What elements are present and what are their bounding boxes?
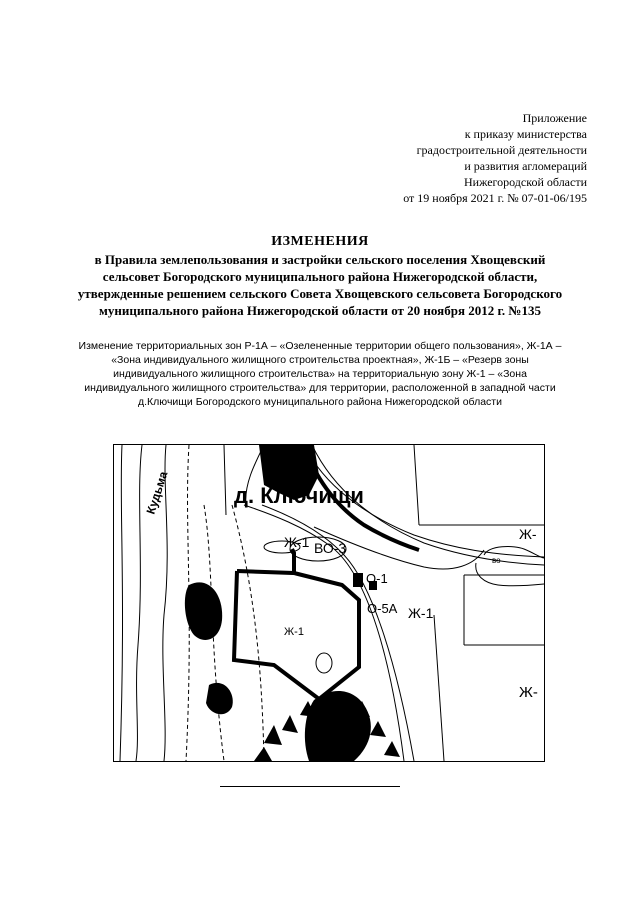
appendix-line: и развития агломераций — [464, 159, 587, 173]
zone-label-zh1-top: Ж-1 — [284, 534, 310, 550]
bottom-divider — [220, 786, 400, 787]
title-line: в Правила землепользования и застройки сельского поселения Хвощевский — [94, 252, 546, 267]
title-line: утвержденные решением сельского Совета Хвощевского сельсовета Богородского — [77, 286, 563, 301]
zone-label-zh-edge-bottom: Ж- — [519, 684, 538, 701]
zone-boundary — [234, 549, 359, 699]
description-line: индивидуального жилищного строительства» для территории, расположенной в западной части — [84, 382, 556, 394]
title-line: сельсовет Богородского муниципального района Нижегородской области, — [102, 269, 538, 284]
appendix-line: Нижегородской области — [463, 175, 587, 189]
zone-label-vo-small: во — [492, 556, 501, 565]
appendix-line: Приложение — [522, 111, 587, 125]
zone-label-zh1-right: Ж-1 — [408, 605, 434, 621]
zone-label-o1: О-1 — [366, 571, 388, 586]
street-label: Кудьма — [143, 469, 171, 516]
appendix-block — [403, 110, 587, 206]
change-description — [60, 339, 580, 409]
village-label: д. Ключищи — [234, 483, 364, 508]
document-title — [30, 233, 610, 319]
map-drawing — [114, 445, 544, 761]
description-line: индивидуального жилищного строительства» на территориальную зону Ж-1 – «Зона — [113, 368, 527, 380]
zone-label-vo3: ВО-3 — [314, 540, 347, 556]
zone-label-zh1-center: Ж-1 — [284, 626, 304, 638]
description-line: д.Ключищи Богородского муниципального района Нижегородской области — [138, 396, 502, 408]
description-line: «Зона индивидуального жилищного строительства проектная», Ж-1Б – «Резерв зоны — [111, 354, 529, 366]
appendix-line: от 19 ноября 2021 г. № 07-01-06/195 — [403, 191, 587, 205]
title-heading: ИЗМЕНЕНИЯ — [271, 234, 369, 249]
zoning-map — [113, 444, 545, 762]
zone-label-zh-edge-top: Ж- — [519, 526, 537, 542]
description-line: Изменение территориальных зон Р-1А – «Озелененные территории общего пользования», Ж-1А – — [78, 340, 562, 352]
title-line: муниципального района Нижегородской области от 20 ноября 2012 г. №135 — [99, 303, 541, 318]
zone-label-o5a: О-5А — [367, 601, 398, 616]
appendix-line: к приказу министерства — [464, 127, 587, 141]
appendix-line: градостроительной деятельности — [416, 143, 587, 157]
